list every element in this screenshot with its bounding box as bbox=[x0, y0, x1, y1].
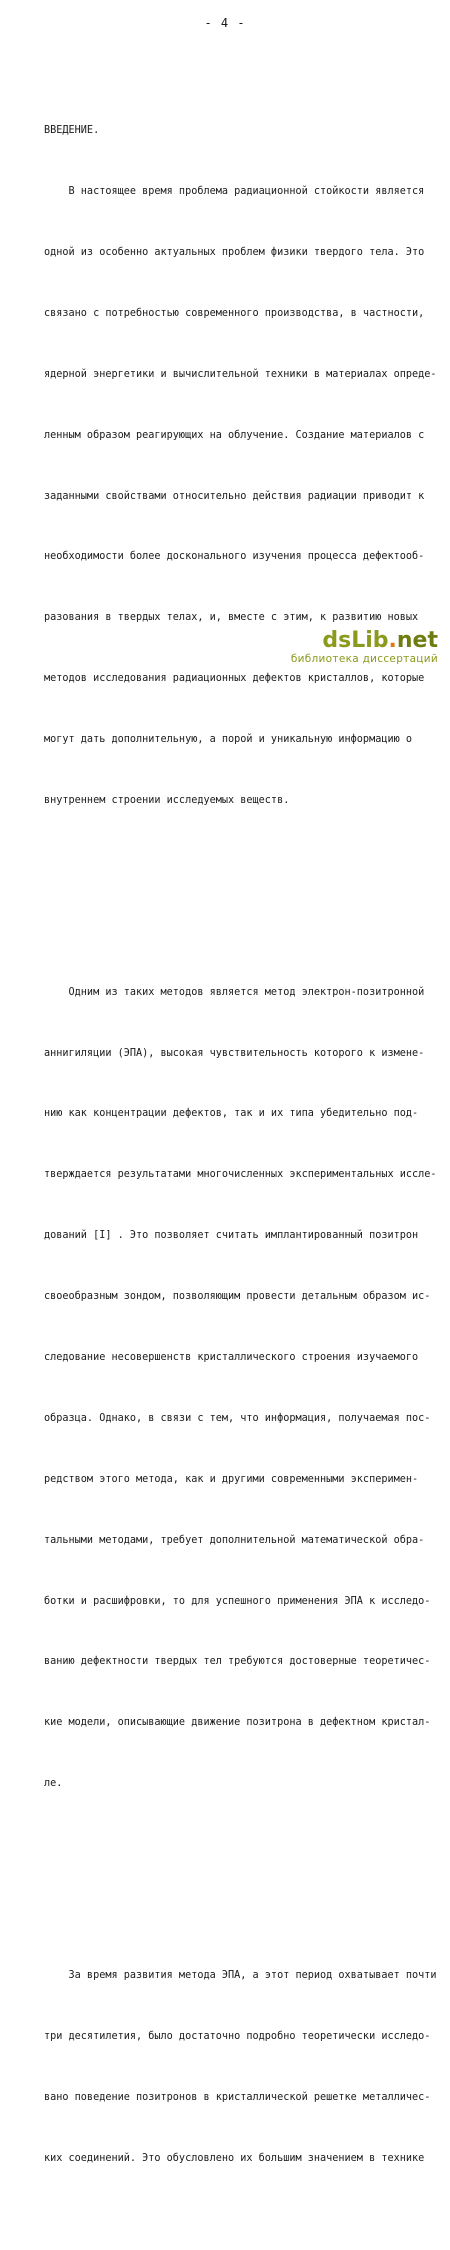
watermark-dot: . bbox=[388, 628, 397, 653]
text-line: своеобразным зондом, позволяющим провести детальным образом ис- bbox=[44, 1291, 431, 1303]
paragraph-3 bbox=[44, 1925, 437, 2209]
text-line: вано поведение позитронов в кристаллической решетке металличес- bbox=[44, 2091, 431, 2103]
text-line: аннигиляции (ЭПА), высокая чувствительность которого к измене- bbox=[44, 1047, 425, 1059]
text-line: связано с потребностью современного производства, в частности, bbox=[44, 307, 425, 319]
text-line: тальными методами, требует дополнительной математической обра- bbox=[44, 1534, 425, 1546]
text-line: Одним из таких методов является метод электрон-позитронной bbox=[44, 986, 425, 998]
text-line: ких соединений. Это обусловлено их большим значением в технике bbox=[44, 2152, 425, 2164]
text-line: внутреннем строении исследуемых веществ. bbox=[44, 794, 290, 806]
text-line: тверждается результатами многочисленных экспериментальных иссле- bbox=[44, 1169, 437, 1181]
text-line: ленным образом реагирующих на облучение. Создание материалов с bbox=[44, 429, 425, 441]
text-line: могут дать дополнительную, а порой и уникальную информацию о bbox=[44, 734, 413, 746]
paragraph-gap bbox=[44, 892, 424, 901]
text-line: три десятилетия, было достаточно подробно теоретически исследо- bbox=[44, 2030, 431, 2042]
section-heading: ВВЕДЕНИЕ. bbox=[44, 125, 100, 137]
text-line: редством этого метода, как и другими современными эксперимен- bbox=[44, 1473, 419, 1485]
body-text bbox=[44, 40, 437, 2250]
watermark-brand: dsLib bbox=[322, 628, 389, 653]
paragraph-1 bbox=[44, 81, 437, 852]
text-line: заданными свойствами относительно действия радиации приводит к bbox=[44, 490, 425, 502]
paragraph-2 bbox=[44, 942, 437, 1835]
text-line: ботки и расшифровки, то для успешного применения ЭПА к исследо- bbox=[44, 1595, 431, 1607]
text-line: образца. Однако, в связи с тем, что информация, получаемая пос- bbox=[44, 1412, 431, 1424]
text-line: ле. bbox=[44, 1778, 63, 1790]
dslib-watermark bbox=[291, 629, 438, 665]
text-line: следование несовершенств кристаллического строения изучаемого bbox=[44, 1352, 419, 1363]
text-line: кие модели, описывающие движение позитрона в дефектном кристал- bbox=[44, 1717, 431, 1729]
text-line: разования в твердых телах, и, вместе с этим, к развитию новых bbox=[44, 612, 419, 624]
text-line: нию как концентрации дефектов, так и их типа убедительно под- bbox=[44, 1108, 419, 1120]
text-line: В настоящее время проблема радиационной стойкости является bbox=[44, 186, 425, 198]
text-line: одной из особенно актуальных проблем физики твердого тела. Это bbox=[44, 246, 425, 258]
text-line: необходимости более досконального изучения процесса дефектооб- bbox=[44, 551, 425, 563]
paragraph-gap bbox=[44, 1876, 424, 1885]
watermark-logo bbox=[291, 629, 438, 653]
watermark-tld: net bbox=[396, 628, 438, 653]
text-line: ванию дефектности твердых тел требуются достоверные теоретичес- bbox=[44, 1656, 431, 1668]
text-line: методов исследования радиационных дефектов кристаллов, которые bbox=[44, 673, 425, 685]
text-line: дований [I] . Это позволяет считать имплантированный позитрон bbox=[44, 1230, 419, 1242]
text-line: За время развития метода ЭПА, а этот период охватывает почти bbox=[44, 1969, 437, 1981]
text-line: ядерной энергетики и вычислительной техники в материалах опреде- bbox=[44, 368, 437, 380]
page-number: - 4 - bbox=[204, 16, 246, 30]
watermark-tagline: библиотека диссертаций bbox=[290, 653, 438, 665]
